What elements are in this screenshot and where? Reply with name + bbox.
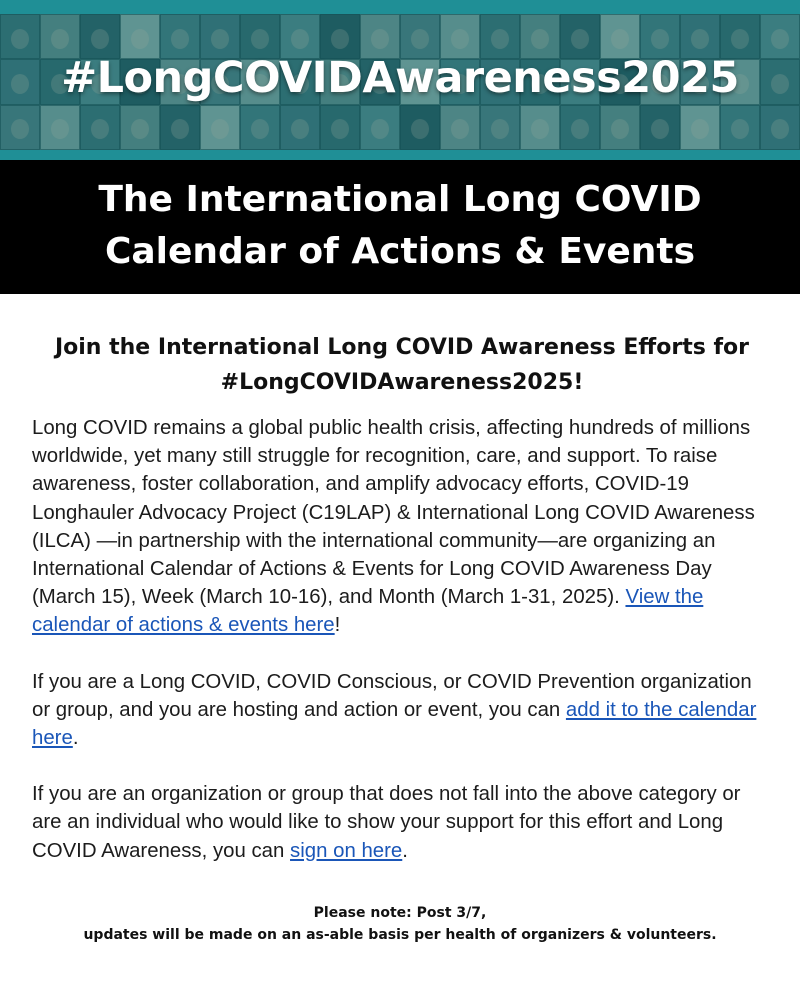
title-line-2: Calendar of Actions & Events (104, 231, 696, 272)
note-line-2: updates will be made on an as-able basis per health of organizers & volunteers. (83, 927, 717, 943)
view-calendar-link[interactable]: View the calendar of actions & events here (32, 586, 704, 637)
organizations-paragraph (32, 668, 772, 753)
title-banner (0, 160, 800, 294)
support-text-end: . (402, 839, 408, 862)
organizations-text-end: . (72, 727, 79, 750)
hero-banner (0, 0, 800, 160)
hero-bottom-accent-bar (0, 150, 800, 160)
note-line-1: Please note: Post 3/7, (313, 905, 487, 921)
hero-top-accent-bar (0, 0, 800, 14)
intro-text-end: ! (334, 614, 341, 637)
intro-paragraph (32, 414, 772, 640)
organizations-text: If you are a Long COVID, COVID Conscious, or COVID Prevention organization or group, and you are hosting and action or event, you can (32, 670, 752, 721)
sign-on-link[interactable]: sign on here (290, 839, 403, 862)
main-content (32, 330, 772, 893)
subheading-line-1: Join the International Long COVID Awareness Efforts for (54, 335, 750, 360)
intro-text: Long COVID remains a global public health crisis, affecting hundreds of millions worldwide, yet many still struggle for recognition, care, and support. To raise awareness, foster collaboration, and amplify advocacy efforts, COVID-19 Longhauler Advocacy Project (C19LAP) & International Long COVID Awareness (ILCA) —in partnership with the international community—are organizing an International Calendar of Actions & Events for Long COVID Awareness Day (March 15), Week (March 10-16), and Month (March 1-31, 2025). (32, 417, 755, 609)
support-text: If you are an organization or group that does not fall into the above category or are an individual who would like to show your support for this effort and Long COVID Awareness, you can (32, 783, 741, 862)
subheading (32, 330, 772, 400)
add-to-calendar-link[interactable]: add it to the calendar here (32, 698, 757, 750)
support-paragraph (32, 780, 772, 865)
title-line-1: The International Long COVID (98, 179, 702, 220)
hero-hashtag: #LongCOVIDAwareness2025 (61, 53, 739, 103)
subheading-line-2: #LongCOVIDAwareness2025! (220, 370, 584, 395)
footer-note (0, 902, 800, 946)
